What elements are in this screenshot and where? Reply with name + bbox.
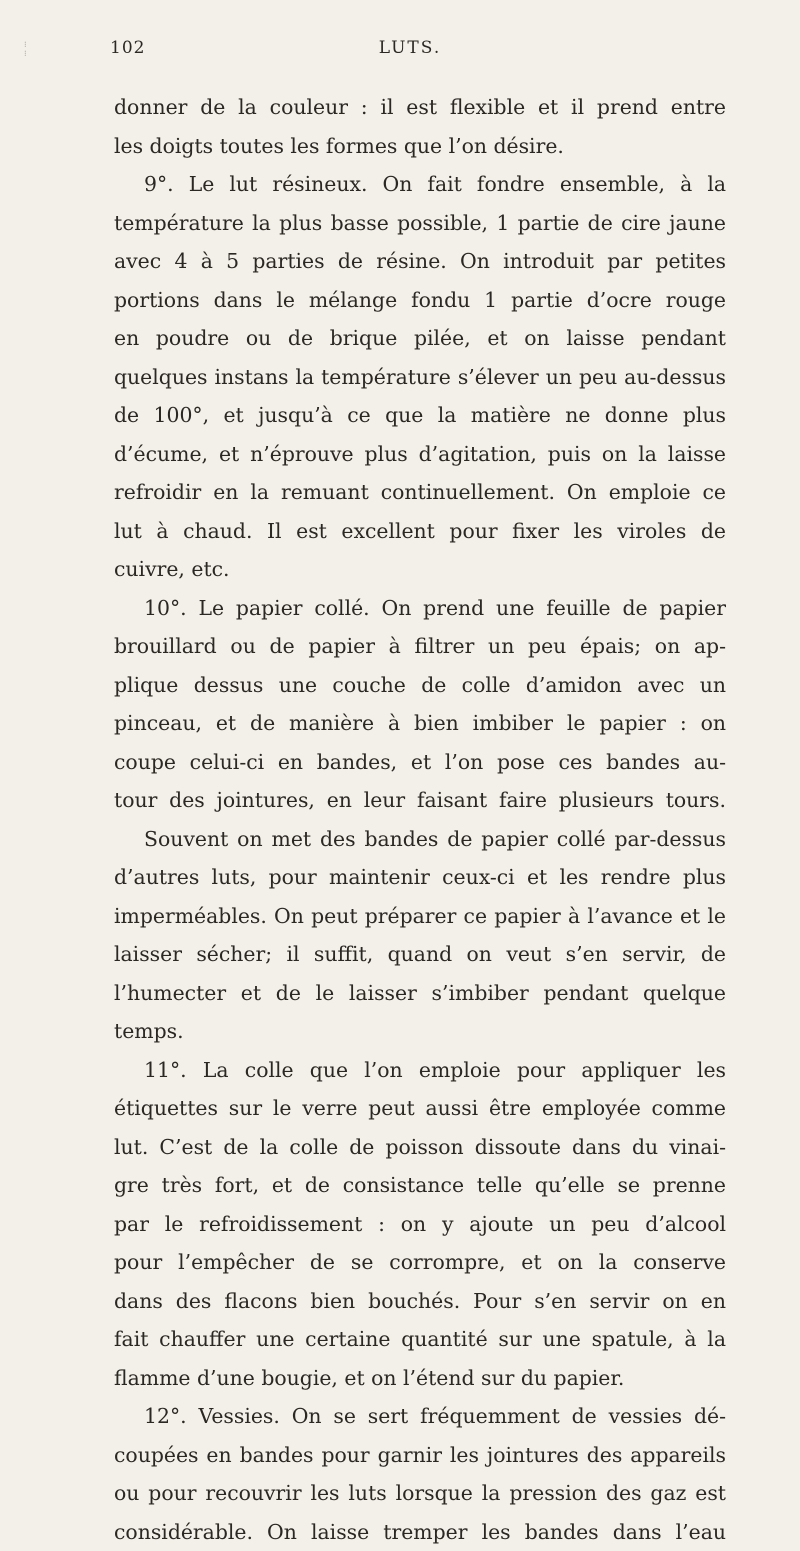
text-line: par le refroidissement : on y ajoute un peu d’alcool: [114, 1205, 726, 1244]
text-line: d’écume, et n’éprouve plus d’agitation, puis on la laisse: [114, 435, 726, 474]
text-line: en poudre ou de brique pilée, et on laisse pendant: [114, 319, 726, 358]
page-number: 102: [110, 38, 145, 58]
text-line: coupées en bandes pour garnir les jointures des appareils: [114, 1436, 726, 1475]
text-line: portions dans le mélange fondu 1 partie d’ocre rouge: [114, 281, 726, 320]
text-line: plique dessus une couche de colle d’amidon avec un: [114, 666, 726, 705]
text-line: considérable. On laisse tremper les bandes dans l’eau: [114, 1513, 726, 1551]
text-line: lut à chaud. Il est excellent pour fixer les viroles de: [114, 512, 726, 551]
text-line: Souvent on met des bandes de papier collé par-dessus: [114, 820, 726, 859]
text-line: les doigts toutes les formes que l’on désire.: [114, 127, 726, 166]
text-line: quelques instans la température s’élever un peu au-dessus: [114, 358, 726, 397]
text-line: étiquettes sur le verre peut aussi être employée comme: [114, 1089, 726, 1128]
text-line: avec 4 à 5 parties de résine. On introduit par petites: [114, 242, 726, 281]
text-line: lut. C’est de la colle de poisson dissoute dans du vinai-: [114, 1128, 726, 1167]
text-line: l’humecter et de le laisser s’imbiber pendant quelque: [114, 974, 726, 1013]
text-line: température la plus basse possible, 1 partie de cire jaune: [114, 204, 726, 243]
text-line: 10°. Le papier collé. On prend une feuille de papier: [114, 589, 726, 628]
text-line: ou pour recouvrir les luts lorsque la pression des gaz est: [114, 1474, 726, 1513]
text-line: pour l’empêcher de se corrompre, et on la conserve: [114, 1243, 726, 1282]
text-line: de 100°, et jusqu’à ce que la matière ne donne plus: [114, 396, 726, 435]
text-line: tour des jointures, en leur faisant faire plusieurs tours.: [114, 781, 726, 820]
text-line: 11°. La colle que l’on emploie pour appliquer les: [114, 1051, 726, 1090]
page-header: [110, 38, 710, 62]
text-line: temps.: [114, 1012, 726, 1051]
text-line: brouillard ou de papier à filtrer un peu épais; on ap-: [114, 627, 726, 666]
text-line: d’autres luts, pour maintenir ceux-ci et les rendre plus: [114, 858, 726, 897]
text-line: fait chauffer une certaine quantité sur une spatule, à la: [114, 1320, 726, 1359]
text-line: gre très fort, et de consistance telle qu’elle se prenne: [114, 1166, 726, 1205]
text-line: donner de la couleur : il est flexible et il prend entre: [114, 88, 726, 127]
text-line: cuivre, etc.: [114, 550, 726, 589]
text-line: laisser sécher; il suffit, quand on veut s’en servir, de: [114, 935, 726, 974]
text-line: dans des flacons bien bouchés. Pour s’en servir on en: [114, 1282, 726, 1321]
gutter-mark: ⁝ ⁝: [24, 40, 28, 76]
text-line: 9°. Le lut résineux. On fait fondre ensemble, à la: [114, 165, 726, 204]
text-line: flamme d’une bougie, et on l’étend sur du papier.: [114, 1359, 726, 1398]
text-line: refroidir en la remuant continuellement. On emploie ce: [114, 473, 726, 512]
text-line: coupe celui-ci en bandes, et l’on pose ces bandes au-: [114, 743, 726, 782]
body-text: [114, 88, 726, 1551]
text-line: imperméables. On peut préparer ce papier à l’avance et le: [114, 897, 726, 936]
text-line: pinceau, et de manière à bien imbiber le papier : on: [114, 704, 726, 743]
running-title: LUTS.: [110, 38, 710, 58]
text-line: 12°. Vessies. On se sert fréquemment de vessies dé-: [114, 1397, 726, 1436]
